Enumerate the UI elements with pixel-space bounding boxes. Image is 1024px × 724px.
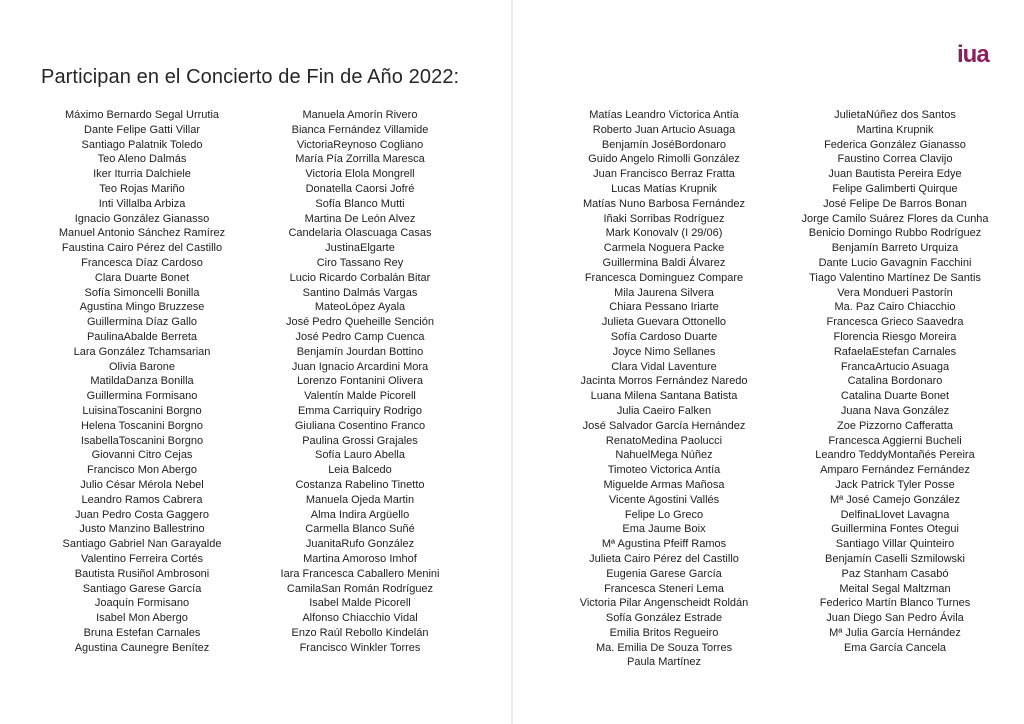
logo-text: iua [957,41,989,67]
participant-name: Victoria Pilar Angenscheidt Roldán [579,597,749,610]
participant-name: Paulina Grossi Grajales [302,434,418,447]
participant-name: Catalina Bordonaro [847,375,943,388]
participant-name: Lucio Ricardo Corbalán Bitar [289,271,431,284]
participant-name: Teo Rojas Mariño [99,182,185,195]
participant-name: Francisco Mon Abergo [86,464,198,477]
page-title: Participan en el Concierto de Fin de Año 2022: [41,66,460,88]
participant-name: Francesca Steneri Lema [604,582,724,595]
participant-name: Mark Konovalv (I 29/06) [605,227,723,240]
participant-name: Isabel Malde Picorell [309,597,411,610]
participant-name: JuanitaRufo González [305,538,415,551]
participant-name: Leandro TeddyMontañés Pereira [815,449,975,462]
participant-name: Matías Leandro Victorica Antía [589,109,739,121]
participant-name: Juan Francisco Berraz Fratta [593,168,735,181]
participant-name: Federica González Gianasso [824,138,966,151]
participant-name: Ma. Emilia De Souza Torres [595,641,733,654]
participant-name: Sofía Blanco Mutti [315,197,405,210]
participant-name: Julieta Guevara Ottonello [601,316,727,329]
participant-name: Helena Toscanini Borgno [80,419,204,432]
participant-name: Sofía Simoncelli Bonilla [84,286,200,299]
participant-name: Dante Lucio Gavagnin Facchini [818,256,972,269]
participant-name: Julia Caeiro Falken [616,404,712,417]
participant-name: Guillermina Fontes Otegui [831,523,959,536]
participant-name: Sofía González Estrade [605,612,723,625]
participant-name: Guido Angelo Rimolli González [588,153,740,166]
participant-name: Bautista Rusiñol Ambrosoni [74,567,210,580]
participant-name: Leia Balcedo [328,464,392,477]
participant-name: José Salvador García Hernández [582,419,746,432]
participant-name: Manuel Antonio Sánchez Ramírez [58,227,226,240]
participant-name: Juan Ignacio Arcardini Mora [291,360,429,373]
left-page [0,0,511,724]
participant-name: Giuliana Cosentino Franco [294,419,426,432]
participant-name: Benjamín Jourdan Bottino [296,345,424,358]
participants-column-1 [38,108,246,655]
participant-name: Bianca Fernández Villamide [291,123,429,136]
participant-name: Matías Nuno Barbosa Fernández [582,197,746,210]
participant-name: Faustina Cairo Pérez del Castillo [61,242,223,255]
participant-name: Sofía Cardoso Duarte [610,330,718,343]
iua-logo [956,39,998,67]
participant-name: Agustina Caunegre Benítez [74,641,210,654]
participant-name: Ema García Cancela [843,641,947,654]
participant-name: Mª Julia García Hernández [829,626,961,639]
participant-name: Santiago Palatnik Toledo [81,138,203,151]
participant-name: Juan Pedro Costa Gaggero [75,508,209,521]
participant-name: Chiara Pessano Iriarte [609,301,719,314]
participant-name: Isabel Mon Abergo [96,612,188,625]
participant-name: LuisinaToscanini Borgno [82,404,202,417]
participant-name: Juan Diego San Pedro Ávila [826,612,964,625]
participant-name: Sofía Lauro Abella [315,449,405,462]
participant-name: Martina Amoroso Imhof [303,552,417,565]
participant-name: Timoteo Victorica Antía [607,464,721,477]
participant-name: Manuela Amorín Rivero [302,109,418,121]
participant-name: José Pedro Queheille Sención [286,316,434,329]
participant-name: Guillermina Formisano [86,390,198,403]
participant-name: Benjamín Barreto Urquiza [831,242,959,255]
participant-name: Jacinta Morros Fernández Naredo [580,375,748,388]
participant-name: CamilaSan Román Rodríguez [286,582,434,595]
participant-name: Teo Aleno Dalmás [97,153,187,166]
participant-name: Santino Dalmás Vargas [302,286,418,299]
participant-name: Catalina Duarte Bonet [840,390,950,403]
participant-name: Paz Stanham Casabó [841,567,949,580]
participant-name: Jack Patrick Tyler Posse [835,478,955,491]
participant-name: Bruna Estefan Carnales [83,626,201,639]
participant-name: Inti Villalba Arbiza [98,197,186,210]
participant-name: Iara Francesca Caballero Menini [280,567,440,580]
participant-name: Agustina Mingo Bruzzese [79,301,205,314]
participant-name: PaulinaAbalde Berreta [86,330,198,343]
participant-name: Felipe Galimberti Quirque [832,182,958,195]
participant-name: Iker Iturria Dalchiele [93,168,191,181]
participant-name: Carmella Blanco Suñé [305,523,415,536]
participant-name: Joyce Nimo Sellanes [612,345,716,358]
participant-name: Francisco Winkler Torres [299,641,421,654]
participant-name: Clara Vidal Laventure [611,360,717,373]
participant-name: Máximo Bernardo Segal Urrutia [64,109,220,121]
participant-name: Ignacio González Gianasso [74,212,210,225]
participant-name: Roberto Juan Artucio Asuaga [592,123,736,136]
participant-name: MatildaDanza Bonilla [90,375,194,388]
participant-name: Emma Carriquiry Rodrigo [297,404,423,417]
participant-name: Benicio Domingo Rubbo Rodríguez [808,227,982,240]
participant-name: Donatella Caorsi Jofré [305,182,415,195]
participant-name: Vera Mondueri Pastorín [837,286,953,299]
participant-name: Justo Manzino Ballestrino [79,523,205,536]
participant-name: FrancaArtucio Asuaga [840,360,950,373]
participant-name: Santiago Gabriel Nan Garayalde [62,538,222,551]
participant-name: Julio César Mérola Nebel [80,478,204,491]
participant-name: Miguelde Armas Mañosa [603,478,725,491]
participant-name: Clara Duarte Bonet [94,271,190,284]
participant-name: Federico Martín Blanco Turnes [819,597,971,610]
participant-name: Luana Milena Santana Batista [590,390,738,403]
participant-name: Giovanni Citro Cejas [91,449,193,462]
participant-name: RenatoMedina Paolucci [605,434,723,447]
participant-name: Ema Jaume Boix [622,523,706,536]
participant-name: Iñaki Sorribas Rodríguez [603,212,725,225]
participant-name: Alma Indira Argüello [310,508,410,521]
participant-name: Martina De León Alvez [304,212,416,225]
participants-column-2 [262,108,458,655]
participant-name: Lucas Matías Krupnik [611,182,717,195]
participants-column-4 [785,108,1005,655]
participant-name: JulietaNúñez dos Santos [834,109,956,121]
participant-name: Mila Jaurena Silvera [614,286,714,299]
participant-name: Juana Nava González [840,404,950,417]
participant-name: Juan Bautista Pereira Edye [828,168,962,181]
participant-name: Santiago Garese García [82,582,202,595]
participant-name: Mª José Camejo González [829,493,960,506]
participant-name: Francesca Grieco Saavedra [826,316,964,329]
participant-name: Ciro Tassano Rey [316,256,404,269]
participant-name: Dante Felipe Gatti Villar [84,123,200,136]
right-page [513,0,1024,724]
participant-name: Joaquín Formisano [94,597,190,610]
participant-name: Manuela Ojeda Martin [305,493,415,506]
participant-name: Victoria Elola Mongrell [305,168,415,181]
participant-name: Tiago Valentino Martínez De Santis [809,271,981,284]
participant-name: Costanza Rabelino Tinetto [295,478,425,491]
participant-name: Felipe Lo Greco [624,508,704,521]
participant-name: Enzo Raúl Rebollo Kindelán [291,626,429,639]
participant-name: Ma. Paz Cairo Chiacchio [834,301,956,314]
participant-name: Martina Krupnik [856,123,934,136]
participant-name: Benjamín Caselli Szmilowski [825,552,965,565]
participant-name: VictoriaReynoso Cogliano [296,138,424,151]
participant-name: NahuelMega Núñez [615,449,713,462]
participant-name: JustinaElgarte [325,242,395,255]
participant-name: Amparo Fernández Fernández [820,464,970,477]
participant-name: Eugenia Garese García [606,567,722,580]
participant-name: Leandro Ramos Cabrera [81,493,203,506]
participant-name: Guillermina Díaz Gallo [86,316,198,329]
participants-column-3 [549,108,779,670]
participant-name: María Pía Zorrilla Maresca [295,153,425,166]
participant-name: RafaelaEstefan Carnales [833,345,957,358]
participant-name: José Pedro Camp Cuenca [295,330,425,343]
participant-name: Paula Martínez [627,656,701,669]
participant-name: Valentín Malde Picorell [304,390,416,403]
participant-name: MateoLópez Ayala [314,301,406,314]
participant-name: Carmela Noguera Packe [603,242,725,255]
participant-name: Faustino Correa Clavijo [837,153,953,166]
participant-name: DelfinaLlovet Lavagna [840,508,950,521]
participant-name: Santiago Villar Quinteiro [835,538,955,551]
participant-name: Francesca Dominguez Compare [584,271,744,284]
participant-name: Zoe Pizzorno Cafferatta [837,419,953,432]
participant-name: Emilia Britos Regueiro [609,626,719,639]
participant-name: Valentino Ferreira Cortés [80,552,204,565]
participant-name: Alfonso Chiacchio Vidal [302,612,418,625]
participant-name: Benjamín JoséBordonaro [601,138,727,151]
participant-name: Francesca Aggierni Bucheli [828,434,962,447]
participant-name: Lorenzo Fontanini Olivera [297,375,423,388]
participant-name: Jorge Camilo Suárez Flores da Cunha [801,212,989,225]
participant-name: Florencia Riesgo Moreira [833,330,957,343]
participant-name: Vicente Agostini Vallés [608,493,720,506]
participant-name: Olivia Barone [108,360,176,373]
participant-name: Mª Agustina Pfeiff Ramos [601,538,727,551]
participant-name: Francesca Díaz Cardoso [81,256,203,269]
participant-name: IsabellaToscanini Borgno [80,434,204,447]
participant-name: José Felipe De Barros Bonan [823,197,967,210]
participant-name: Candelaria Olascuaga Casas [288,227,432,240]
participant-name: Julieta Cairo Pérez del Castillo [589,552,739,565]
participant-name: Meital Segal Maltzman [839,582,951,595]
participant-name: Lara González Tchamsarian [73,345,211,358]
participant-name: Guillermina Baldi Álvarez [602,256,726,269]
